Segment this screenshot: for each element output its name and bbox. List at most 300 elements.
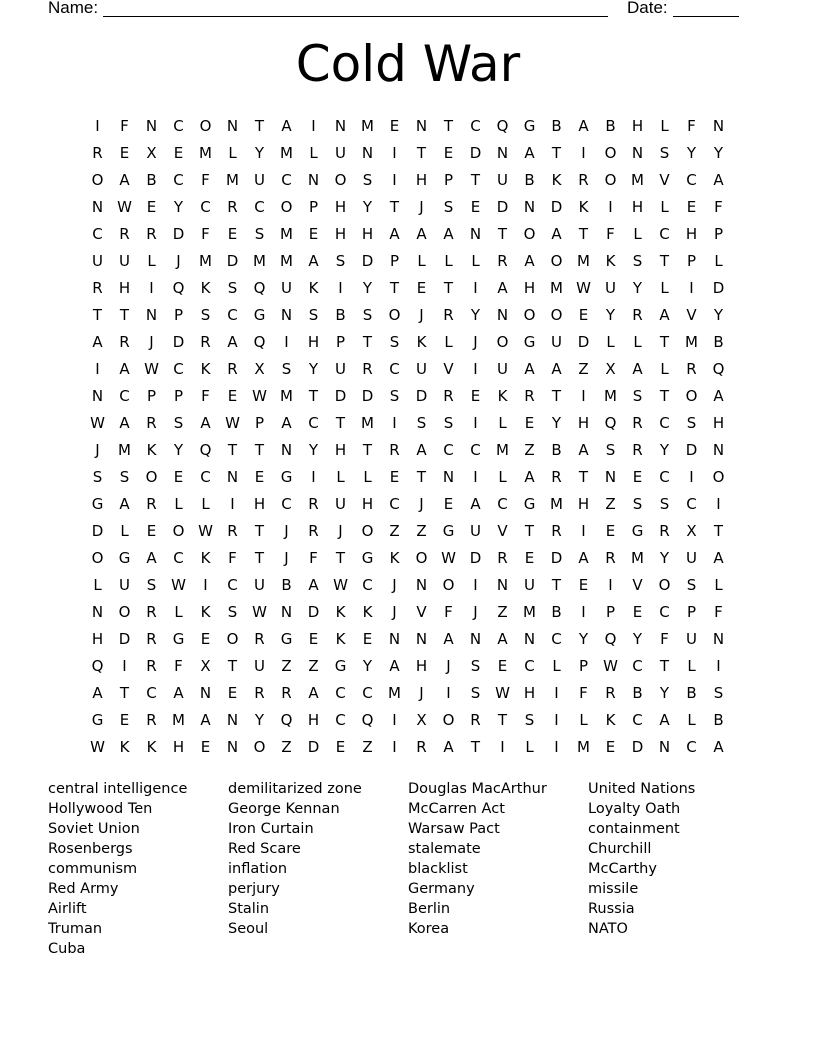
grid-letter: N xyxy=(280,306,293,324)
word-list-item: Churchill xyxy=(588,841,652,857)
grid-letter: B xyxy=(713,711,724,729)
grid-letter: F xyxy=(444,603,453,621)
grid-letter: J xyxy=(419,495,424,513)
grid-letter: D xyxy=(307,738,320,756)
grid-letter: R xyxy=(119,333,130,351)
grid-letter: Q xyxy=(91,657,104,675)
grid-letter: C xyxy=(470,441,481,459)
grid-letter: S xyxy=(686,414,697,432)
grid-letter: D xyxy=(361,387,374,405)
grid-letter: T xyxy=(92,306,103,324)
grid-letter: M xyxy=(577,252,590,270)
grid-letter: O xyxy=(523,306,536,324)
grid-letter: Q xyxy=(712,360,725,378)
grid-letter: Z xyxy=(524,441,535,459)
grid-letter: E xyxy=(200,738,211,756)
grid-letter: T xyxy=(308,387,319,405)
grid-letter: V xyxy=(659,171,670,189)
grid-letter: M xyxy=(523,603,536,621)
word-list-item: central intelligence xyxy=(48,781,188,797)
grid-letter: K xyxy=(551,171,562,189)
grid-letter: E xyxy=(173,144,184,162)
grid-letter: S xyxy=(632,495,643,513)
grid-letter: I xyxy=(149,279,154,297)
grid-letter: O xyxy=(334,171,347,189)
grid-letter: H xyxy=(415,171,428,189)
grid-letter: H xyxy=(307,333,320,351)
grid-letter: I xyxy=(122,657,127,675)
grid-letter: A xyxy=(146,549,157,567)
name-label: Name: xyxy=(48,0,99,17)
grid-letter: T xyxy=(659,252,670,270)
grid-letter: H xyxy=(577,414,590,432)
grid-letter: C xyxy=(335,711,346,729)
grid-letter: R xyxy=(146,414,157,432)
word-list-item: George Kennan xyxy=(228,801,340,817)
grid-letter: E xyxy=(416,279,427,297)
grid-letter: R xyxy=(470,711,481,729)
grid-letter: N xyxy=(226,117,239,135)
grid-letter: E xyxy=(119,711,130,729)
grid-letter: O xyxy=(199,117,212,135)
grid-letter: E xyxy=(335,738,346,756)
grid-letter: B xyxy=(551,441,562,459)
grid-letter: P xyxy=(686,252,697,270)
grid-letter: R xyxy=(200,333,211,351)
grid-letter: M xyxy=(226,171,239,189)
grid-letter: S xyxy=(389,333,400,351)
grid-letter: I xyxy=(203,576,208,594)
grid-letter: Z xyxy=(497,603,508,621)
grid-letter: M xyxy=(631,549,644,567)
grid-letter: W xyxy=(171,576,186,594)
grid-letter: A xyxy=(416,441,427,459)
grid-letter: U xyxy=(686,630,697,648)
grid-letter: O xyxy=(685,387,698,405)
grid-letter: C xyxy=(173,360,184,378)
grid-letter: N xyxy=(496,144,509,162)
grid-letter: W xyxy=(576,279,591,297)
grid-letter: R xyxy=(497,252,508,270)
grid-letter: D xyxy=(361,252,374,270)
grid-letter: N xyxy=(496,306,509,324)
grid-letter: E xyxy=(227,225,238,243)
grid-letter: W xyxy=(90,414,105,432)
grid-letter: L xyxy=(363,468,372,486)
grid-letter: L xyxy=(309,144,318,162)
grid-letter: E xyxy=(497,657,508,675)
grid-letter: I xyxy=(392,144,397,162)
grid-letter: C xyxy=(281,171,292,189)
grid-letter: H xyxy=(631,198,644,216)
grid-letter: I xyxy=(554,738,559,756)
grid-letter: N xyxy=(442,468,455,486)
grid-letter: W xyxy=(333,576,348,594)
grid-letter: O xyxy=(361,522,374,540)
grid-letter: S xyxy=(119,468,130,486)
grid-letter: X xyxy=(416,711,427,729)
grid-letter: K xyxy=(119,738,130,756)
grid-letter: B xyxy=(335,306,346,324)
grid-letter: B xyxy=(281,576,292,594)
grid-letter: C xyxy=(686,495,697,513)
grid-letter: M xyxy=(199,144,212,162)
grid-letter: D xyxy=(172,333,185,351)
grid-letter: I xyxy=(554,711,559,729)
grid-letter: E xyxy=(389,468,400,486)
grid-letter: J xyxy=(419,306,424,324)
grid-letter: X xyxy=(254,360,265,378)
grid-letter: Y xyxy=(713,144,724,162)
grid-letter: U xyxy=(119,252,130,270)
grid-letter: A xyxy=(713,387,724,405)
grid-letter: A xyxy=(551,360,562,378)
grid-letter: M xyxy=(496,441,509,459)
grid-letter: P xyxy=(578,657,589,675)
grid-letter: D xyxy=(712,279,725,297)
word-list-item: Soviet Union xyxy=(48,821,140,837)
grid-letter: S xyxy=(443,414,454,432)
grid-letter: L xyxy=(687,711,696,729)
grid-letter: A xyxy=(119,171,130,189)
grid-letter: E xyxy=(605,738,616,756)
grid-letter: D xyxy=(631,738,644,756)
grid-letter: N xyxy=(199,684,212,702)
grid-letter: I xyxy=(338,279,343,297)
grid-letter: Y xyxy=(362,279,373,297)
header xyxy=(48,0,768,20)
word-list-item: perjury xyxy=(228,881,280,897)
grid-letter: E xyxy=(308,225,319,243)
grid-letter: C xyxy=(551,630,562,648)
grid-letter: I xyxy=(689,468,694,486)
grid-letter: C xyxy=(524,657,535,675)
grid-letter: H xyxy=(415,657,428,675)
word-list xyxy=(48,779,768,959)
grid-letter: H xyxy=(334,441,347,459)
grid-letter: A xyxy=(578,117,589,135)
grid-letter: K xyxy=(200,279,211,297)
grid-letter: Q xyxy=(199,441,212,459)
grid-letter: N xyxy=(415,576,428,594)
grid-letter: R xyxy=(254,630,265,648)
grid-letter: R xyxy=(605,684,616,702)
grid-letter: A xyxy=(551,225,562,243)
grid-letter: F xyxy=(201,387,210,405)
word-list-item: Rosenbergs xyxy=(48,841,133,857)
grid-letter: K xyxy=(389,549,400,567)
grid-letter: I xyxy=(608,198,613,216)
grid-letter: L xyxy=(174,603,183,621)
grid-letter: I xyxy=(473,576,478,594)
grid-letter: U xyxy=(497,171,508,189)
grid-letter: Q xyxy=(604,630,617,648)
grid-letter: T xyxy=(119,306,130,324)
grid-letter: R xyxy=(443,306,454,324)
word-list-item: Berlin xyxy=(408,901,451,917)
grid-letter: L xyxy=(579,711,588,729)
grid-letter: Y xyxy=(659,549,670,567)
grid-letter: Y xyxy=(470,306,481,324)
word-list-item: Loyalty Oath xyxy=(588,801,681,817)
grid-letter: G xyxy=(523,495,536,513)
grid-letter: T xyxy=(254,522,265,540)
grid-letter: P xyxy=(173,387,184,405)
grid-letter: C xyxy=(632,657,643,675)
grid-letter: J xyxy=(446,657,451,675)
grid-letter: E xyxy=(632,603,643,621)
grid-letter: L xyxy=(660,117,669,135)
grid-letter: D xyxy=(550,198,563,216)
grid-letter: C xyxy=(119,387,130,405)
grid-letter: Q xyxy=(172,279,185,297)
grid-letter: W xyxy=(252,387,267,405)
grid-letter: T xyxy=(335,414,346,432)
grid-letter: T xyxy=(551,387,562,405)
grid-letter: E xyxy=(389,117,400,135)
grid-letter: R xyxy=(551,468,562,486)
grid-letter: A xyxy=(389,657,400,675)
grid-letter: A xyxy=(416,225,427,243)
grid-letter: A xyxy=(119,495,130,513)
grid-letter: D xyxy=(172,225,185,243)
grid-letter: R xyxy=(659,522,670,540)
grid-letter: A xyxy=(227,333,238,351)
grid-letter: F xyxy=(606,225,615,243)
grid-letter: I xyxy=(284,333,289,351)
grid-letter: H xyxy=(685,225,698,243)
grid-letter: Y xyxy=(632,630,643,648)
grid-letter: R xyxy=(146,603,157,621)
grid-letter: H xyxy=(118,279,131,297)
grid-letter: K xyxy=(308,279,319,297)
grid-letter: T xyxy=(389,279,400,297)
grid-letter: S xyxy=(416,414,427,432)
grid-letter: K xyxy=(146,738,157,756)
grid-letter: A xyxy=(659,306,670,324)
grid-letter: T xyxy=(416,468,427,486)
grid-letter: G xyxy=(442,522,455,540)
grid-letter: F xyxy=(120,117,129,135)
grid-letter: C xyxy=(362,576,373,594)
grid-letter: N xyxy=(415,630,428,648)
grid-letter: M xyxy=(604,387,617,405)
grid-letter: P xyxy=(173,306,184,324)
grid-letter: Q xyxy=(253,279,266,297)
grid-letter: I xyxy=(689,279,694,297)
word-list-item: Seoul xyxy=(228,921,269,937)
grid-letter: O xyxy=(172,522,185,540)
grid-letter: I xyxy=(392,738,397,756)
grid-letter: H xyxy=(577,495,590,513)
grid-letter: F xyxy=(309,549,318,567)
grid-letter: T xyxy=(227,657,238,675)
grid-letter: W xyxy=(252,603,267,621)
word-list-item: Iron Curtain xyxy=(228,821,314,837)
date-field[interactable] xyxy=(673,0,739,17)
grid-letter: L xyxy=(498,414,507,432)
grid-letter: L xyxy=(714,252,723,270)
grid-letter: R xyxy=(362,360,373,378)
grid-letter: A xyxy=(524,252,535,270)
grid-letter: Y xyxy=(254,144,265,162)
grid-letter: R xyxy=(146,657,157,675)
grid-letter: T xyxy=(389,198,400,216)
grid-letter: O xyxy=(280,198,293,216)
grid-letter: P xyxy=(308,198,319,216)
grid-letter: A xyxy=(497,279,508,297)
grid-letter: L xyxy=(147,252,156,270)
grid-letter: U xyxy=(605,279,616,297)
grid-letter: B xyxy=(605,117,616,135)
grid-letter: C xyxy=(443,441,454,459)
grid-letter: S xyxy=(605,441,616,459)
word-list-item: Douglas MacArthur xyxy=(408,781,547,797)
grid-letter: I xyxy=(392,711,397,729)
grid-letter: G xyxy=(91,711,104,729)
grid-letter: E xyxy=(605,522,616,540)
grid-letter: R xyxy=(92,144,103,162)
grid-letter: Z xyxy=(281,738,292,756)
grid-letter: G xyxy=(523,333,536,351)
grid-letter: U xyxy=(497,360,508,378)
grid-letter: N xyxy=(523,198,536,216)
grid-letter: Y xyxy=(686,144,697,162)
grid-letter: F xyxy=(579,684,588,702)
grid-letter: R xyxy=(632,414,643,432)
grid-letter: A xyxy=(713,171,724,189)
grid-letter: T xyxy=(551,576,562,594)
grid-letter: J xyxy=(392,576,397,594)
grid-letter: J xyxy=(284,549,289,567)
word-list-item: Russia xyxy=(588,901,635,917)
word-list-item: Airlift xyxy=(48,901,87,917)
grid-letter: O xyxy=(550,252,563,270)
grid-letter: C xyxy=(281,495,292,513)
grid-letter: M xyxy=(253,252,266,270)
grid-letter: W xyxy=(441,549,456,567)
grid-letter: A xyxy=(200,414,211,432)
word-list-item: McCarthy xyxy=(588,861,657,877)
grid-letter: S xyxy=(524,711,535,729)
grid-letter: Y xyxy=(551,414,562,432)
grid-letter: N xyxy=(280,441,293,459)
grid-letter: Z xyxy=(578,360,589,378)
grid-letter: U xyxy=(470,522,481,540)
grid-letter: I xyxy=(500,738,505,756)
grid-letter: C xyxy=(659,414,670,432)
grid-letter: A xyxy=(281,414,292,432)
letter-grid xyxy=(84,113,732,761)
grid-letter: O xyxy=(91,549,104,567)
grid-letter: L xyxy=(120,522,129,540)
grid-letter: I xyxy=(311,117,316,135)
grid-letter: A xyxy=(524,144,535,162)
grid-letter: C xyxy=(389,360,400,378)
grid-letter: T xyxy=(524,522,535,540)
word-list-item: blacklist xyxy=(408,861,468,877)
grid-letter: I xyxy=(311,468,316,486)
grid-letter: J xyxy=(473,603,478,621)
grid-letter: M xyxy=(361,117,374,135)
grid-letter: A xyxy=(443,225,454,243)
grid-letter: P xyxy=(686,603,697,621)
grid-letter: S xyxy=(470,657,481,675)
grid-letter: E xyxy=(173,468,184,486)
grid-letter: U xyxy=(281,279,292,297)
grid-letter: N xyxy=(334,117,347,135)
grid-letter: E xyxy=(227,684,238,702)
grid-letter: T xyxy=(659,657,670,675)
grid-letter: I xyxy=(581,522,586,540)
grid-letter: G xyxy=(280,630,293,648)
grid-letter: U xyxy=(524,576,535,594)
grid-letter: M xyxy=(280,252,293,270)
grid-letter: T xyxy=(119,684,130,702)
name-field[interactable] xyxy=(103,0,608,17)
grid-letter: D xyxy=(118,630,131,648)
grid-letter: Z xyxy=(389,522,400,540)
grid-letter: E xyxy=(443,144,454,162)
grid-letter: T xyxy=(659,387,670,405)
grid-letter: H xyxy=(712,414,725,432)
grid-letter: S xyxy=(146,576,157,594)
grid-letter: R xyxy=(605,549,616,567)
grid-letter: P xyxy=(713,225,724,243)
grid-letter: N xyxy=(226,468,239,486)
grid-letter: E xyxy=(362,630,373,648)
grid-letter: Y xyxy=(605,306,616,324)
grid-letter: Y xyxy=(578,630,589,648)
grid-letter: G xyxy=(253,306,266,324)
grid-letter: I xyxy=(473,468,478,486)
grid-letter: T xyxy=(254,117,265,135)
grid-letter: Q xyxy=(361,711,374,729)
grid-letter: Y xyxy=(173,441,184,459)
grid-letter: I xyxy=(95,117,100,135)
grid-letter: V xyxy=(686,306,697,324)
grid-letter: C xyxy=(227,306,238,324)
grid-letter: M xyxy=(388,684,401,702)
grid-letter: G xyxy=(280,468,293,486)
grid-letter: G xyxy=(118,549,131,567)
grid-letter: J xyxy=(176,252,181,270)
grid-letter: T xyxy=(443,117,454,135)
grid-letter: S xyxy=(227,279,238,297)
grid-letter: V xyxy=(497,522,508,540)
word-list-item: McCarren Act xyxy=(408,801,505,817)
grid-letter: Z xyxy=(308,657,319,675)
grid-letter: Y xyxy=(659,441,670,459)
grid-letter: P xyxy=(146,387,157,405)
grid-letter: K xyxy=(362,603,373,621)
grid-letter: K xyxy=(605,252,616,270)
grid-letter: E xyxy=(254,468,265,486)
grid-letter: N xyxy=(712,630,725,648)
grid-letter: M xyxy=(280,144,293,162)
grid-letter: T xyxy=(254,549,265,567)
grid-letter: E xyxy=(308,630,319,648)
grid-letter: I xyxy=(446,684,451,702)
grid-letter: T xyxy=(416,144,427,162)
grid-letter: P xyxy=(389,252,400,270)
grid-letter: U xyxy=(254,657,265,675)
word-list-item: missile xyxy=(588,881,639,897)
word-list-item: stalemate xyxy=(408,841,481,857)
grid-letter: E xyxy=(524,549,535,567)
grid-letter: H xyxy=(253,495,266,513)
grid-letter: O xyxy=(442,711,455,729)
